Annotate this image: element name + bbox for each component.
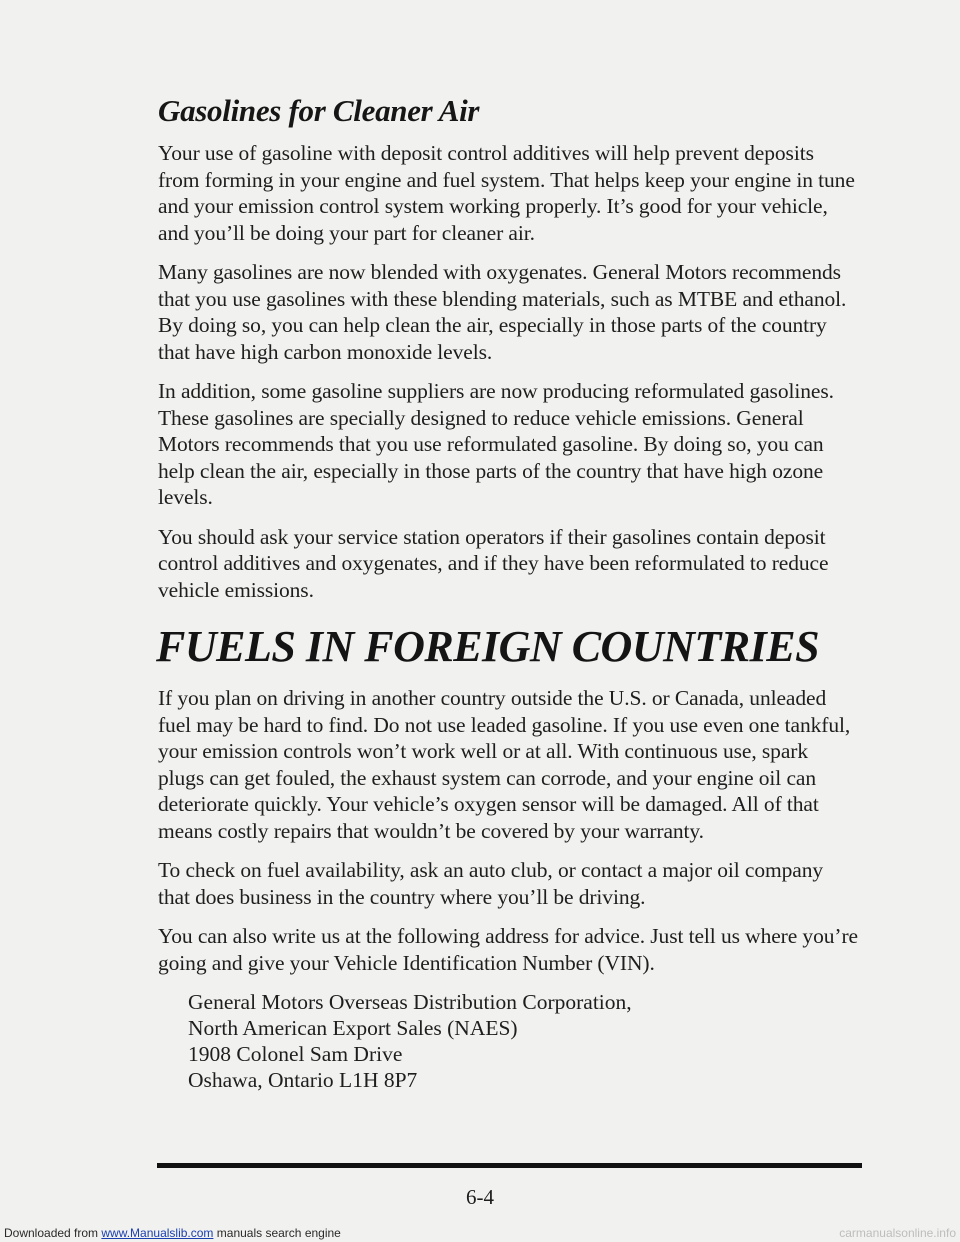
subheading-gasolines-cleaner-air: Gasolines for Cleaner Air — [158, 93, 480, 128]
page-content — [158, 92, 858, 1093]
download-credit-prefix: Downloaded from — [4, 1226, 102, 1240]
watermark-text: carmanualsonline.info — [839, 1226, 956, 1240]
paragraph: In addition, some gasoline suppliers are now producing reformulated gasolines. These gasolines are specially designed to reduce vehicle emissions. General Motors recommends that you use reformulated gasoline. By doing so, you can help clean the air, especially in those parts of the country that have high ozone levels. — [158, 379, 834, 509]
heading-fuels-foreign-countries: FUELS IN FOREIGN COUNTRIES — [156, 622, 820, 671]
address-line: North American Export Sales (NAES) — [188, 1016, 518, 1040]
page-number: 6-4 — [466, 1185, 494, 1209]
paragraph: Your use of gasoline with deposit control additives will help prevent deposits from forming in your engine and fuel system. That helps keep your engine in tune and your emission control system working properly. It’s good for your vehicle, and you’ll be doing your part for cleaner air. — [158, 141, 855, 245]
download-credit — [4, 1226, 341, 1240]
paragraph: To check on fuel availability, ask an auto club, or contact a major oil company that does business in the country where you’ll be driving. — [158, 858, 824, 909]
download-credit-suffix: manuals search engine — [213, 1226, 341, 1240]
paragraph: If you plan on driving in another country outside the U.S. or Canada, unleaded fuel may be hard to find. Do not use leaded gasoline. If you use even one tankful, your emission controls won’t work well or at all. With continuous use, spark plugs can get fouled, the exhaust system can corrode, and your engine oil can deteriorate quickly. Your vehicle’s oxygen sensor will be damaged. All of that means costly repairs that wouldn’t be covered by your warranty. — [158, 686, 851, 843]
address-line: 1908 Colonel Sam Drive — [188, 1042, 403, 1066]
footer-rule — [157, 1163, 862, 1168]
paragraph: You can also write us at the following address for advice. Just tell us where you’re going and give your Vehicle Identification Number (VIN). — [158, 924, 858, 975]
address-line: Oshawa, Ontario L1H 8P7 — [188, 1068, 418, 1092]
paragraph: You should ask your service station operators if their gasolines contain deposit control additives and oxygenates, and if they have been reformulated to reduce vehicle emissions. — [158, 524, 829, 602]
manualslib-link[interactable]: www.Manualslib.com — [101, 1226, 214, 1240]
paragraph: Many gasolines are now blended with oxygenates. General Motors recommends that you use gasolines with these blending materials, such as MTBE and ethanol. By doing so, you can help clean the air, especially in those parts of the country that have high carbon monoxide levels. — [158, 260, 847, 364]
mailing-address — [188, 989, 858, 1093]
address-line: General Motors Overseas Distribution Corporation, — [188, 990, 632, 1014]
